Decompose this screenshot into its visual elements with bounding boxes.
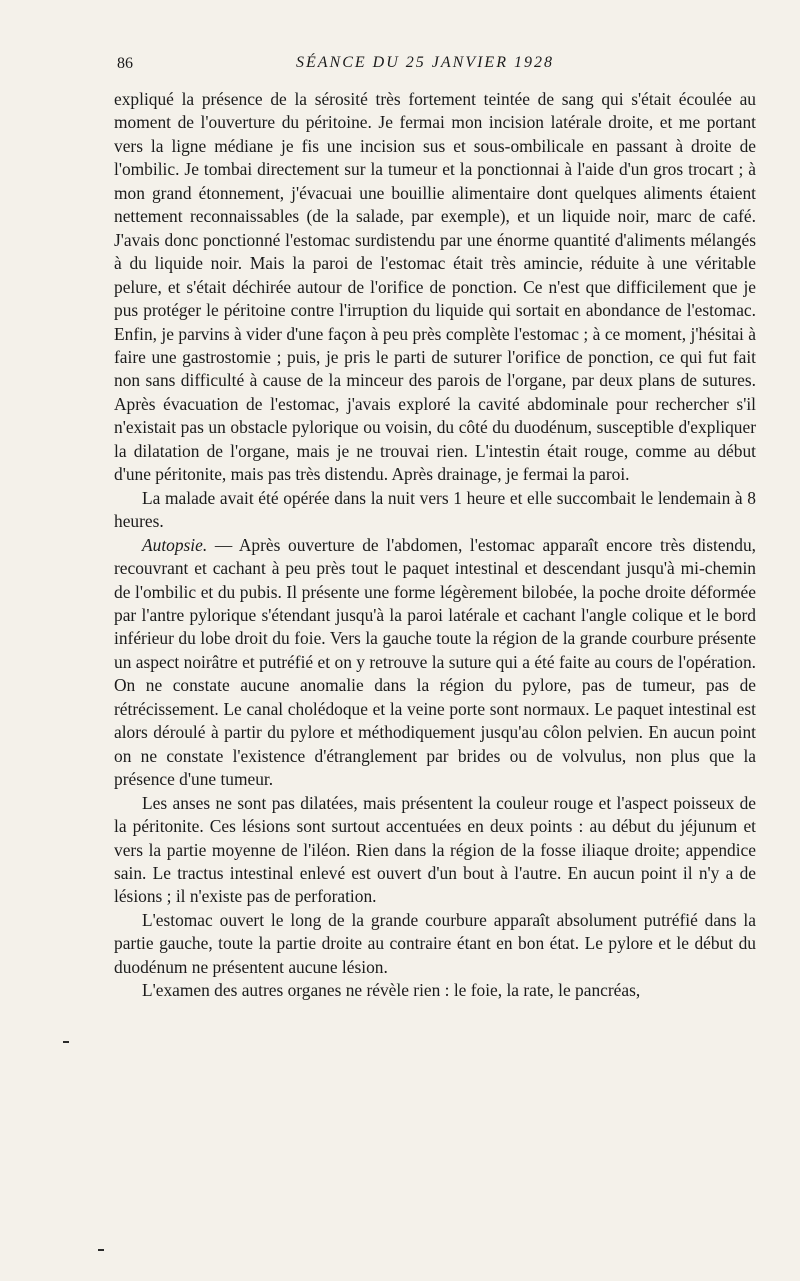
paragraph-3-text: — Après ouverture de l'abdomen, l'estomac apparaît encore très distendu, recouvrant et cachant à peu près tout le paquet intestinal et descendant jusqu'à mi-chemin de l'ombilic et du pubis. Il présente une forme légèrement bilobée, la poche droite déformée par l'antre pylorique s'étendant jusqu'à la paroi latérale et cachant l'angle colique et le bord inférieur du lobe droit du foie. Vers la gauche toute la région de la grande courbure présente un aspect noirâtre et putréfié et on y retrouve la suture qui a été faite au cours de l'opération. On ne constate aucune anomalie dans la région du pylore, pas de tumeur, pas de rétrécissement. Le canal cholédoque et la veine porte sont normaux. Le paquet intestinal est alors déroulé à partir du pylore et méthodiquement jusqu'au côlon pelvien. En aucun point on ne constate l'existence d'étranglement par brides ou de volvulus, non plus que la présence d'une tumeur. [114,534,756,790]
margin-mark [63,1041,69,1043]
paragraph-4: Les anses ne sont pas dilatées, mais présentent la couleur rouge et l'aspect poisseux de la péritonite. Ces lésions sont surtout accentuées en deux points : au début du jéjunum et vers la partie moyenne de l'iléon. Rien dans la région de la fosse iliaque droite; appendice sain. Le tractus intestinal enlevé est ouvert d'un bout à l'autre. En aucun point il n'y a de lésions ; il n'existe pas de perforation. [114,792,756,907]
paragraph-1: expliqué la présence de la sérosité très fortement teintée de sang qui s'était écoulée au moment de l'ouverture du péritoine. Je fermai mon incision latérale droite, et me portant vers la ligne médiane je fis une incision sus et sous-ombilicale en passant à droite de l'ombilic. Je tombai directement sur la tumeur et la ponctionnai à l'aide d'un gros trocart ; à mon grand étonnement, j'évacuai une bouillie alimentaire dont quelques aliments étaient nettement reconnaissables (de la salade, par exemple), et un liquide noir, marc de café. J'avais donc ponctionné l'estomac surdistendu par une énorme quantité d'aliments mélangés à du liquide noir. Mais la paroi de l'estomac était très amincie, réduite à une véritable pelure, et s'était déchirée autour de l'orifice de ponction. Ce n'est que difficilement que je pus protéger le péritoine contre l'irruption du liquide qui sortait en abondance de l'estomac. Enfin, je parvins à vider d'une façon à peu près complète l'estomac ; à ce moment, j'hésitai à faire une gastrostomie ; puis, je pris le parti de suturer l'orifice de ponction, ce qui fut fait non sans difficulté à cause de la minceur des parois de l'organe, par deux plans de sutures. Après évacuation de l'estomac, j'avais exploré la cavité abdominale pour rechercher s'il n'existait pas un obstacle pylorique ou voisin, du côté du duodénum, susceptible d'expliquer la dilatation de l'organe, mais je ne trouvai rien. L'intestin était rouge, comme au début d'une péritonite, mais pas très distendu. Après drainage, je fermai la paroi. [114,89,756,485]
paragraph-6: L'examen des autres organes ne révèle rien : le foie, la rate, le pancréas, [142,980,641,1001]
paragraph-3 [114,534,756,792]
body-text [114,88,756,1003]
margin-mark [98,1249,104,1251]
paragraph-2: La malade avait été opérée dans la nuit vers 1 heure et elle succombait le lendemain à 8 heures. [114,487,756,532]
autopsie-label: Autopsie. [142,534,208,555]
page-number: 86 [117,55,133,72]
paragraph-5: L'estomac ouvert le long de la grande courbure apparaît absolument putréfié dans la partie gauche, toute la partie droite au contraire étant en bon état. Le pylore et le début du duodénum ne présentent aucune lésion. [114,909,756,977]
running-head: SÉANCE DU 25 JANVIER 1928 [296,54,554,71]
